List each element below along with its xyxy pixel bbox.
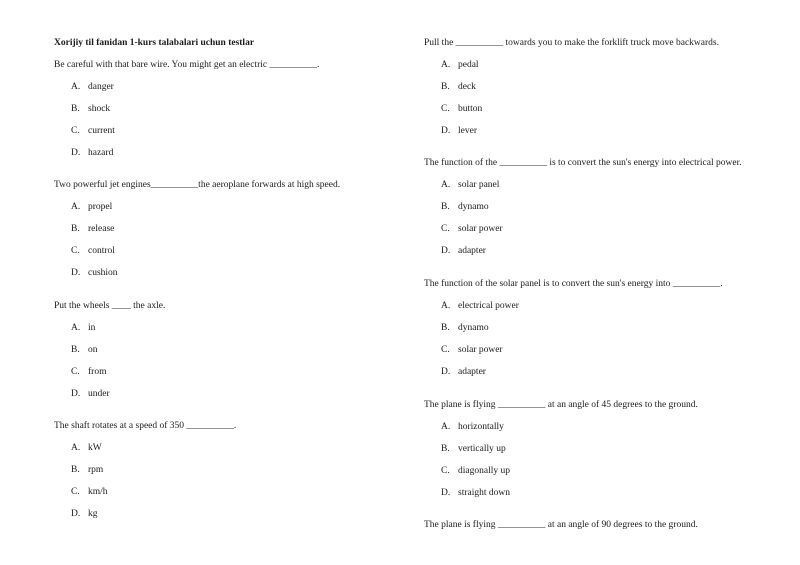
option-text: adapter [458, 367, 486, 377]
answer-option[interactable] [71, 104, 110, 114]
answer-option[interactable] [71, 443, 102, 453]
option-text: km/h [88, 487, 108, 497]
option-text: deck [458, 82, 476, 92]
option-text: diagonally up [458, 466, 510, 476]
option-text: from [88, 367, 107, 377]
option-letter: C. [441, 345, 450, 355]
answer-option[interactable] [71, 509, 98, 519]
option-text: hazard [88, 148, 114, 158]
option-text: shock [88, 104, 111, 114]
option-letter: A. [71, 82, 81, 92]
option-text: current [88, 126, 115, 136]
option-letter: C. [441, 466, 450, 476]
answer-option[interactable] [441, 60, 479, 70]
option-text: solar power [458, 224, 503, 234]
option-letter: B. [441, 82, 450, 92]
answer-option[interactable] [71, 487, 108, 497]
option-letter: B. [71, 345, 80, 355]
question-text: The function of the __________ is to convert the sun's energy into electrical power. [424, 158, 742, 168]
option-letter: C. [71, 487, 80, 497]
answer-option[interactable] [71, 465, 103, 475]
option-text: dynamo [458, 323, 489, 333]
option-text: cushion [88, 268, 118, 278]
option-letter: B. [71, 104, 80, 114]
question-text: Pull the __________ towards you to make the forklift truck move backwards. [424, 38, 719, 48]
option-letter: A. [71, 202, 81, 212]
answer-option[interactable] [71, 224, 114, 234]
option-text: vertically up [458, 444, 506, 454]
answer-option[interactable] [441, 202, 489, 212]
answer-option[interactable] [71, 345, 98, 355]
option-letter: A. [71, 443, 81, 453]
option-letter: B. [441, 323, 450, 333]
option-text: button [458, 104, 483, 114]
question-text: The plane is flying __________ at an angle of 45 degrees to the ground. [424, 400, 698, 410]
question-text: Put the wheels ____ the axle. [54, 301, 166, 311]
answer-option[interactable] [441, 82, 476, 92]
option-text: adapter [458, 246, 486, 256]
answer-option[interactable] [71, 202, 112, 212]
option-text: kg [88, 509, 98, 519]
option-text: kW [88, 443, 102, 453]
option-letter: D. [441, 246, 451, 256]
question-text: The shaft rotates at a speed of 350 __________. [54, 421, 237, 431]
option-text: release [88, 224, 115, 234]
option-text: straight down [458, 488, 510, 498]
answer-option[interactable] [441, 345, 503, 355]
answer-option[interactable] [441, 323, 489, 333]
answer-option[interactable] [71, 367, 106, 377]
option-text: danger [88, 82, 114, 92]
option-text: in [88, 323, 96, 333]
answer-option[interactable] [441, 126, 477, 136]
question-text: The plane is flying __________ at an angle of 90 degrees to the ground. [424, 520, 698, 530]
answer-option[interactable] [71, 82, 114, 92]
answer-option[interactable] [441, 224, 503, 234]
option-text: lever [458, 126, 477, 136]
option-letter: C. [71, 246, 80, 256]
question-text: Two powerful jet engines__________the aeroplane forwards at high speed. [54, 180, 341, 190]
answer-option[interactable] [441, 246, 486, 256]
answer-option[interactable] [441, 444, 506, 454]
answer-option[interactable] [441, 301, 519, 311]
answer-option[interactable] [71, 323, 95, 333]
option-text: on [88, 345, 98, 355]
answer-option[interactable] [71, 126, 115, 136]
option-letter: C. [71, 126, 80, 136]
option-letter: B. [441, 202, 450, 212]
answer-option[interactable] [71, 148, 113, 158]
option-letter: C. [71, 367, 80, 377]
option-letter: A. [71, 323, 81, 333]
answer-option[interactable] [441, 367, 486, 377]
answer-option[interactable] [71, 389, 110, 399]
option-text: pedal [458, 60, 479, 70]
option-letter: A. [441, 180, 451, 190]
option-text: horizontally [458, 422, 504, 432]
option-letter: B. [71, 465, 80, 475]
option-letter: A. [441, 60, 451, 70]
answer-option[interactable] [441, 422, 504, 432]
answer-option[interactable] [441, 104, 482, 114]
option-letter: A. [441, 422, 451, 432]
option-letter: D. [71, 389, 81, 399]
option-letter: B. [441, 444, 450, 454]
answer-option[interactable] [441, 466, 510, 476]
option-text: solar power [458, 345, 503, 355]
option-letter: A. [441, 301, 451, 311]
option-letter: D. [441, 126, 451, 136]
option-letter: B. [71, 224, 80, 234]
option-letter: D. [71, 268, 81, 278]
option-text: rpm [88, 465, 104, 475]
option-letter: D. [71, 148, 81, 158]
option-text: propel [88, 202, 113, 212]
option-letter: C. [441, 224, 450, 234]
option-letter: C. [441, 104, 450, 114]
question-text: Be careful with that bare wire. You might get an electric __________. [54, 60, 320, 70]
answer-option[interactable] [71, 246, 115, 256]
question-text: The function of the solar panel is to convert the sun's energy into __________. [424, 279, 723, 289]
option-letter: D. [441, 367, 451, 377]
option-text: control [88, 246, 115, 256]
answer-option[interactable] [71, 268, 118, 278]
option-letter: D. [441, 488, 451, 498]
option-letter: D. [71, 509, 81, 519]
page-title: Xorijiy til fanidan 1-kurs talabalari uchun testlar [54, 38, 255, 48]
option-text: solar panel [458, 180, 500, 190]
answer-option[interactable] [441, 180, 499, 190]
option-text: under [88, 389, 110, 399]
option-text: dynamo [458, 202, 489, 212]
option-text: electrical power [458, 301, 519, 311]
answer-option[interactable] [441, 488, 510, 498]
